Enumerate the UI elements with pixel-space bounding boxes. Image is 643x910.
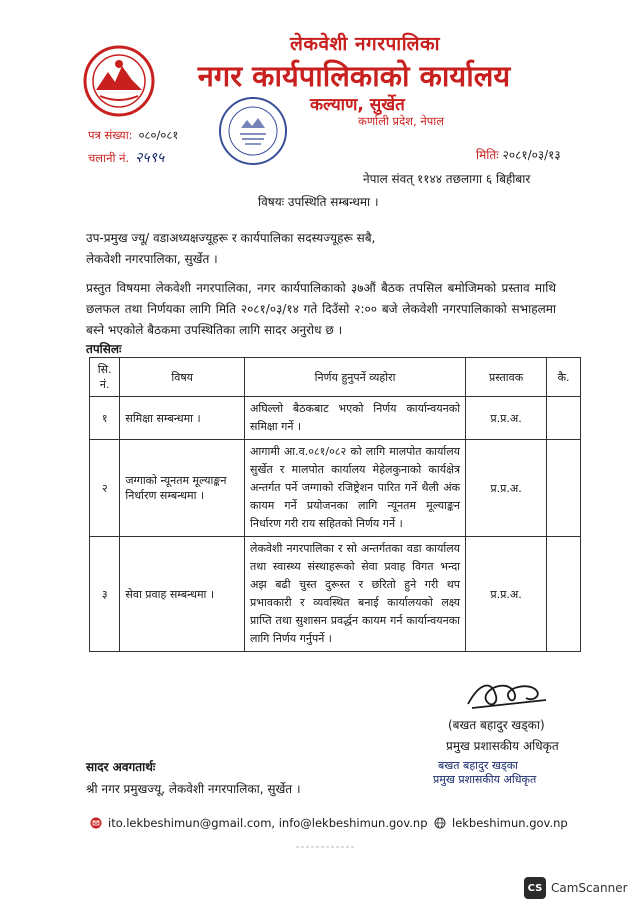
date-value: २०८१/०३/१३ — [502, 148, 561, 162]
dispatch-number — [88, 148, 164, 167]
header-detail: निर्णय हुनुपर्ने व्यहोरा — [245, 358, 466, 397]
row-serial: २ — [90, 440, 120, 537]
row-subject: जग्गाको न्यूनतम मूल्याङ्कन निर्धारण सम्बन्धमा । — [120, 440, 245, 537]
row-detail: लेकवेशी नगरपालिका र सो अन्तर्गतका वडा कार्यालय तथा स्वास्थ्य संस्थाहरूको सेवा प्रवाह विगत भन्दा अझ बढी चुस्त दुरूस्त र छरितो हुने गरी थप प्रभावकारी र व्यवस्थित बनाई कार्यालयको लक्ष्य प्राप्ति तथा सुशासन प्रवर्द्धन कायम गर्न कार्यान्वयनका लागि निर्णय गर्नुपर्ने । — [245, 537, 466, 652]
header-remarks: कै. — [547, 358, 581, 397]
mail-icon — [90, 817, 102, 829]
footer-website — [434, 816, 568, 830]
dispatch-number-value: २५९५ — [135, 150, 165, 166]
table-row — [90, 397, 581, 440]
office-name: नगर कार्यपालिकाको कार्यालय — [197, 59, 511, 93]
signatory-name: (बखत बहादुर खड्का) — [448, 718, 545, 732]
row-detail: अघिल्लो बैठकबाट भएको निर्णय कार्यान्वयनको समिक्षा गर्ने । — [245, 397, 466, 440]
footer-divider-mark — [296, 845, 356, 849]
footer-email-text[interactable]: ito.lekbeshimun@gmail.com, info@lekbeshimun.gov.np — [108, 816, 428, 830]
row-subject: सेवा प्रवाह सम्बन्धमा । — [120, 537, 245, 652]
addressee-line-1: उप-प्रमुख ज्यू/ वडाअध्यक्षज्यूहरू र कार्यपालिका सदस्यज्यूहरू सबै, — [86, 231, 376, 245]
letter-number-value: ०८०/०८१ — [138, 128, 179, 142]
row-serial: ३ — [90, 537, 120, 652]
letter-subject: विषयः उपस्थिति सम्बन्धमा । — [258, 195, 379, 209]
cc-label: सादर अवगतार्थः — [86, 760, 156, 774]
table-header-row — [90, 358, 581, 397]
letter-number — [88, 128, 178, 143]
letter-number-label: पत्र संख्या: — [88, 128, 133, 142]
header-serial: सि. नं. — [90, 358, 120, 397]
row-proposer: प्र.प्र.अ. — [466, 440, 547, 537]
signatory-stamp-title: प्रमुख प्रशासकीय अधिकृत — [433, 773, 537, 786]
header-subject: विषय — [120, 358, 245, 397]
letter-body: प्रस्तुत विषयमा लेकवेशी नगरपालिका, नगर कार्यपालिकाको ३७औं बैठक तपसिल बमोजिमको प्रस्ताव माथि छलफल तथा निर्णयका लागि मिति २०८१/०३/१४ गते दिउँसो २:०० बजे लेकवेशी नगरपालिकाको सभाहलमा बस्ने भएकोले बैठकमा उपस्थितिका लागि सादर अनुरोध छ । — [86, 281, 556, 337]
camscanner-label: CamScanner — [551, 881, 628, 895]
municipality-logo — [82, 44, 156, 118]
row-detail: आगामी आ.व.०८१/०८२ को लागि मालपोत कार्यालय सुर्खेत र मालपोत कार्यालय मेहेलकुनाको कार्यक्षेत्र अन्तर्गत पर्ने जग्गाको रजिष्ट्रेशन पारित गर्ने थैली अंक कायम गर्ने प्रयोजनका लागि न्यूनतम मूल्याङ्कन निर्धारण गरी राय सहितको निर्णय गर्ने । — [245, 440, 466, 537]
row-serial: १ — [90, 397, 120, 440]
row-subject: समिक्षा सम्बन्धमा । — [120, 397, 245, 440]
globe-icon — [434, 817, 446, 829]
nepal-sambat-date: नेपाल संवत् ११४४ तछलागा ६ बिहीबार — [363, 172, 531, 186]
row-remarks — [547, 537, 581, 652]
row-remarks — [547, 397, 581, 440]
table-row — [90, 440, 581, 537]
table-row — [90, 537, 581, 652]
signatory-stamp-name: बखत बहादुर खड्का — [438, 759, 519, 772]
row-remarks — [547, 440, 581, 537]
schedule-label: तपसिलः — [86, 342, 122, 356]
municipality-name: लेकवेशी नगरपालिका — [289, 33, 441, 55]
date-label: मितिः — [476, 148, 499, 162]
agenda-table — [89, 357, 581, 652]
office-stamp — [216, 94, 290, 168]
camscanner-watermark — [524, 877, 628, 899]
camscanner-logo-icon: CS — [524, 877, 546, 899]
row-proposer: प्र.प्र.अ. — [466, 397, 547, 440]
signatory-title: प्रमुख प्रशासकीय अधिकृत — [446, 739, 559, 753]
province-name: कर्णाली प्रदेश, नेपाल — [358, 114, 445, 128]
row-proposer: प्र.प्र.अ. — [466, 537, 547, 652]
handwritten-signature — [462, 674, 552, 714]
cc-recipient: श्री नगर प्रमुखज्यू, लेकवेशी नगरपालिका, सुर्खेत । — [86, 782, 301, 796]
letter-date — [476, 146, 561, 163]
header-proposer: प्रस्तावक — [466, 358, 547, 397]
dispatch-number-label: चलानी नं. — [88, 151, 130, 165]
footer-website-text[interactable]: lekbeshimun.gov.np — [452, 816, 568, 830]
addressee-line-2: लेकवेशी नगरपालिका, सुर्खेत । — [86, 252, 218, 266]
office-location: कल्याण, सुर्खेत — [310, 95, 405, 115]
footer-emails — [90, 816, 428, 830]
